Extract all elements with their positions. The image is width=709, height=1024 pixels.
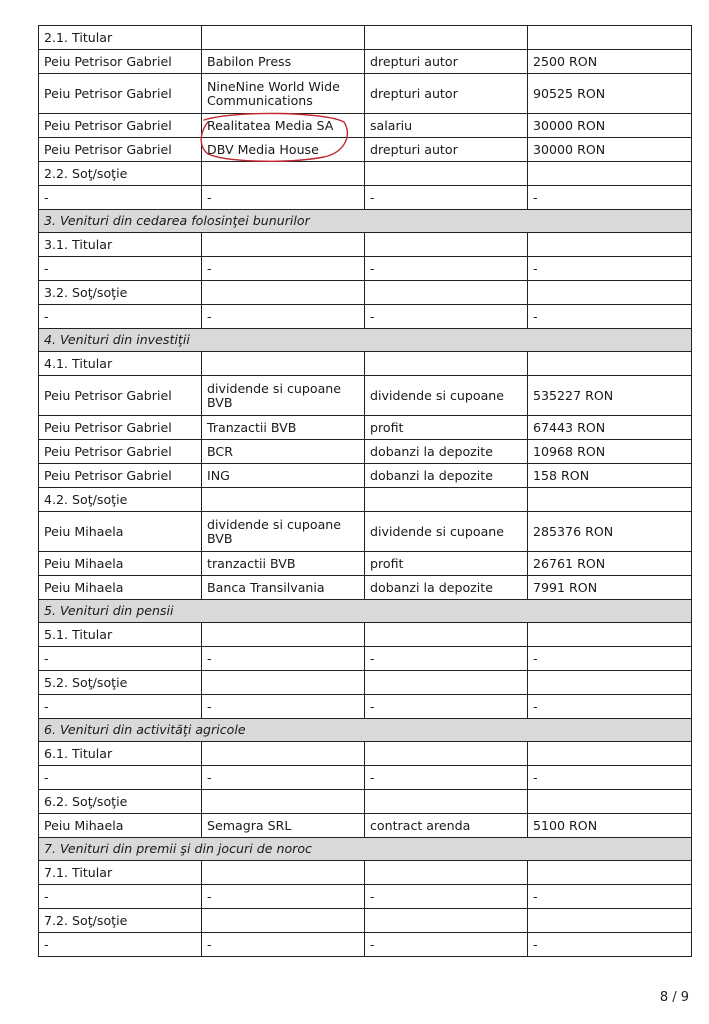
subsection-row (39, 233, 692, 257)
income-type-cell: profit (365, 552, 528, 576)
table-row (39, 552, 692, 576)
empty-cell (528, 909, 692, 933)
income-type-cell: drepturi autor (365, 74, 528, 114)
subsection-label: 3.2. Soţ/soţie (39, 281, 202, 305)
beneficiary-cell: Peiu Petrisor Gabriel (39, 114, 202, 138)
income-type-cell: - (365, 186, 528, 210)
beneficiary-cell: - (39, 885, 202, 909)
table-row (39, 933, 692, 957)
table-row (39, 576, 692, 600)
empty-cell (202, 909, 365, 933)
empty-cell (202, 488, 365, 512)
source-cell: NineNine World Wide Communications (202, 74, 365, 114)
subsection-label: 4.1. Titular (39, 352, 202, 376)
table-row (39, 50, 692, 74)
amount-cell: - (528, 647, 692, 671)
beneficiary-cell: Peiu Petrisor Gabriel (39, 50, 202, 74)
subsection-row (39, 352, 692, 376)
beneficiary-cell: Peiu Mihaela (39, 576, 202, 600)
empty-cell (202, 352, 365, 376)
beneficiary-cell: Peiu Petrisor Gabriel (39, 138, 202, 162)
table-row (39, 440, 692, 464)
source-cell: tranzactii BVB (202, 552, 365, 576)
table-row (39, 74, 692, 114)
beneficiary-cell: Peiu Petrisor Gabriel (39, 376, 202, 416)
source-cell: - (202, 186, 365, 210)
source-cell: Tranzactii BVB (202, 416, 365, 440)
empty-cell (365, 26, 528, 50)
empty-cell (528, 162, 692, 186)
section-title: 3. Venituri din cedarea folosinţei bunurilor (39, 210, 692, 233)
source-cell: dividende si cupoane BVB (202, 376, 365, 416)
table-row (39, 647, 692, 671)
empty-cell (202, 742, 365, 766)
empty-cell (365, 742, 528, 766)
amount-cell: 285376 RON (528, 512, 692, 552)
table-row (39, 416, 692, 440)
beneficiary-cell: - (39, 305, 202, 329)
amount-cell: - (528, 933, 692, 957)
beneficiary-cell: - (39, 766, 202, 790)
subsection-label: 4.2. Soţ/soţie (39, 488, 202, 512)
source-cell: - (202, 695, 365, 719)
empty-cell (528, 790, 692, 814)
empty-cell (528, 233, 692, 257)
income-type-cell: - (365, 766, 528, 790)
beneficiary-cell: Peiu Mihaela (39, 512, 202, 552)
table-row (39, 512, 692, 552)
empty-cell (202, 233, 365, 257)
beneficiary-cell: - (39, 695, 202, 719)
amount-cell: 67443 RON (528, 416, 692, 440)
beneficiary-cell: Peiu Petrisor Gabriel (39, 464, 202, 488)
subsection-row (39, 909, 692, 933)
subsection-row (39, 790, 692, 814)
table-row (39, 186, 692, 210)
beneficiary-cell: Peiu Petrisor Gabriel (39, 416, 202, 440)
subsection-label: 7.2. Soţ/soţie (39, 909, 202, 933)
source-cell: BCR (202, 440, 365, 464)
amount-cell: 158 RON (528, 464, 692, 488)
table-row (39, 885, 692, 909)
subsection-label: 7.1. Titular (39, 861, 202, 885)
income-type-cell: dividende si cupoane (365, 376, 528, 416)
subsection-row (39, 281, 692, 305)
income-type-cell: dividende si cupoane (365, 512, 528, 552)
beneficiary-cell: Peiu Mihaela (39, 552, 202, 576)
subsection-label: 5.2. Soţ/soţie (39, 671, 202, 695)
amount-cell: 26761 RON (528, 552, 692, 576)
section-title: 6. Venituri din activităţi agricole (39, 719, 692, 742)
empty-cell (202, 281, 365, 305)
amount-cell: - (528, 186, 692, 210)
income-type-cell: drepturi autor (365, 138, 528, 162)
table-row (39, 766, 692, 790)
source-cell: DBV Media House (202, 138, 365, 162)
section-header-row (39, 210, 692, 233)
source-cell: Semagra SRL (202, 814, 365, 838)
income-table (38, 25, 692, 957)
income-type-cell: dobanzi la depozite (365, 576, 528, 600)
source-cell: dividende si cupoane BVB (202, 512, 365, 552)
empty-cell (528, 488, 692, 512)
empty-cell (365, 162, 528, 186)
income-type-cell: - (365, 885, 528, 909)
subsection-label: 6.2. Soţ/soţie (39, 790, 202, 814)
subsection-label: 3.1. Titular (39, 233, 202, 257)
amount-cell: 5100 RON (528, 814, 692, 838)
amount-cell: 10968 RON (528, 440, 692, 464)
table-row (39, 376, 692, 416)
page-number: 8 / 9 (659, 990, 689, 1005)
table-row (39, 464, 692, 488)
amount-cell: - (528, 305, 692, 329)
empty-cell (202, 26, 365, 50)
section-title: 7. Venituri din premii şi din jocuri de noroc (39, 838, 692, 861)
beneficiary-cell: Peiu Petrisor Gabriel (39, 74, 202, 114)
empty-cell (365, 790, 528, 814)
source-cell: ING (202, 464, 365, 488)
income-type-cell: dobanzi la depozite (365, 464, 528, 488)
subsection-row (39, 162, 692, 186)
amount-cell: - (528, 257, 692, 281)
subsection-label: 6.1. Titular (39, 742, 202, 766)
empty-cell (365, 909, 528, 933)
subsection-row (39, 488, 692, 512)
empty-cell (365, 488, 528, 512)
empty-cell (528, 742, 692, 766)
section-header-row (39, 329, 692, 352)
table-row (39, 138, 692, 162)
empty-cell (528, 26, 692, 50)
subsection-label: 2.1. Titular (39, 26, 202, 50)
empty-cell (202, 671, 365, 695)
beneficiary-cell: - (39, 647, 202, 671)
subsection-row (39, 623, 692, 647)
section-title: 5. Venituri din pensii (39, 600, 692, 623)
source-cell: - (202, 766, 365, 790)
source-cell: Banca Transilvania (202, 576, 365, 600)
beneficiary-cell: Peiu Petrisor Gabriel (39, 440, 202, 464)
amount-cell: 7991 RON (528, 576, 692, 600)
table-row (39, 257, 692, 281)
table-row (39, 695, 692, 719)
income-type-cell: contract arenda (365, 814, 528, 838)
subsection-row (39, 671, 692, 695)
subsection-label: 2.2. Soţ/soţie (39, 162, 202, 186)
amount-cell: 30000 RON (528, 138, 692, 162)
empty-cell (365, 233, 528, 257)
empty-cell (365, 352, 528, 376)
income-type-cell: - (365, 305, 528, 329)
empty-cell (528, 352, 692, 376)
table-row (39, 814, 692, 838)
subsection-label: 5.1. Titular (39, 623, 202, 647)
amount-cell: - (528, 766, 692, 790)
source-cell: Realitatea Media SA (202, 114, 365, 138)
section-header-row (39, 719, 692, 742)
subsection-row (39, 861, 692, 885)
table-row (39, 114, 692, 138)
section-header-row (39, 600, 692, 623)
income-type-cell: profit (365, 416, 528, 440)
income-type-cell: - (365, 257, 528, 281)
table-row (39, 305, 692, 329)
empty-cell (202, 162, 365, 186)
empty-cell (202, 861, 365, 885)
beneficiary-cell: - (39, 186, 202, 210)
empty-cell (365, 281, 528, 305)
subsection-row (39, 26, 692, 50)
subsection-row (39, 742, 692, 766)
income-type-cell: drepturi autor (365, 50, 528, 74)
income-declaration-page (38, 25, 691, 957)
source-cell: Babilon Press (202, 50, 365, 74)
empty-cell (528, 623, 692, 647)
empty-cell (365, 623, 528, 647)
beneficiary-cell: Peiu Mihaela (39, 814, 202, 838)
empty-cell (365, 861, 528, 885)
section-title: 4. Venituri din investiţii (39, 329, 692, 352)
amount-cell: 30000 RON (528, 114, 692, 138)
income-type-cell: dobanzi la depozite (365, 440, 528, 464)
amount-cell: 2500 RON (528, 50, 692, 74)
empty-cell (365, 671, 528, 695)
empty-cell (202, 790, 365, 814)
source-cell: - (202, 305, 365, 329)
income-type-cell: - (365, 695, 528, 719)
source-cell: - (202, 933, 365, 957)
source-cell: - (202, 885, 365, 909)
amount-cell: 535227 RON (528, 376, 692, 416)
empty-cell (528, 281, 692, 305)
amount-cell: - (528, 695, 692, 719)
beneficiary-cell: - (39, 933, 202, 957)
income-type-cell: salariu (365, 114, 528, 138)
amount-cell: - (528, 885, 692, 909)
income-type-cell: - (365, 933, 528, 957)
empty-cell (202, 623, 365, 647)
empty-cell (528, 671, 692, 695)
section-header-row (39, 838, 692, 861)
amount-cell: 90525 RON (528, 74, 692, 114)
beneficiary-cell: - (39, 257, 202, 281)
empty-cell (528, 861, 692, 885)
source-cell: - (202, 257, 365, 281)
source-cell: - (202, 647, 365, 671)
income-type-cell: - (365, 647, 528, 671)
